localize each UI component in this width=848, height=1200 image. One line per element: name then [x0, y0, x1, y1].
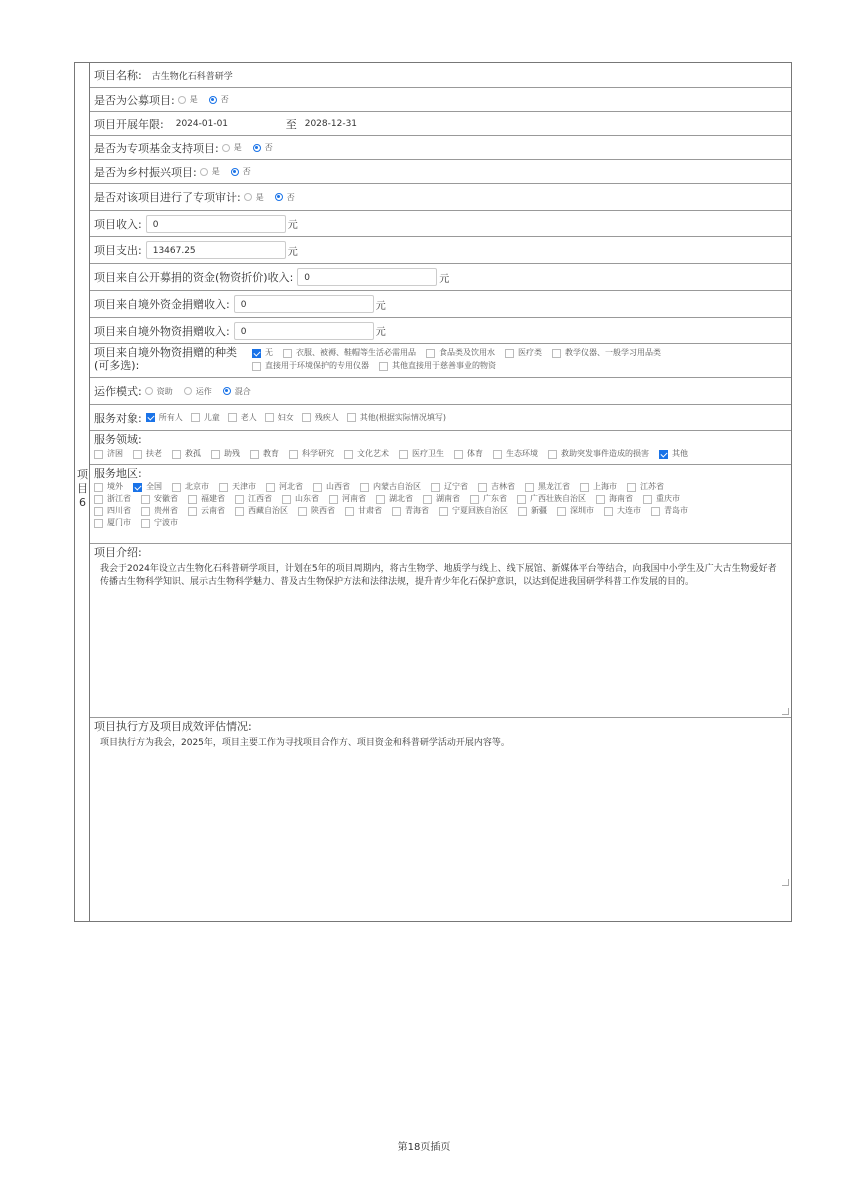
- checkbox-icon: [345, 507, 354, 516]
- option-text: 福建省: [201, 494, 225, 503]
- checkbox-icon: [172, 450, 181, 459]
- side-label-text: 项目6: [77, 468, 88, 509]
- target-option[interactable]: [265, 412, 294, 423]
- rural-label: 是否为乡村振兴项目:: [94, 165, 197, 179]
- form-rows: [90, 63, 791, 888]
- execution-label: 项目执行方及项目成效评估情况:: [94, 720, 252, 733]
- checkbox-icon: [392, 507, 401, 516]
- checkbox-icon: [552, 349, 561, 358]
- option-text: 残疾人: [314, 413, 339, 422]
- checkbox-icon: [360, 483, 369, 492]
- option-text: 山东省: [295, 494, 319, 503]
- field-option[interactable]: [548, 449, 649, 459]
- checkbox-icon: [651, 507, 660, 516]
- region-option[interactable]: [329, 494, 366, 504]
- checkbox-icon: [604, 507, 613, 516]
- region-option[interactable]: [439, 506, 508, 516]
- checkbox-icon: [94, 507, 103, 516]
- checkbox-icon: [431, 483, 440, 492]
- option-text: 北京市: [185, 482, 209, 491]
- goods-type-option[interactable]: [252, 348, 273, 358]
- option-text: 全国: [146, 482, 162, 491]
- option-text: 河南省: [342, 494, 366, 503]
- mode-option[interactable]: [142, 386, 173, 397]
- rural-no[interactable]: [228, 166, 251, 177]
- row-project-name: [90, 63, 791, 88]
- checkbox-icon: [219, 483, 228, 492]
- checkbox-icon: [525, 483, 534, 492]
- region-option[interactable]: [94, 482, 123, 492]
- special-fund-label: 是否为专项基金支持项目:: [94, 141, 219, 155]
- row-special-fund: [90, 136, 791, 160]
- public-fundraising-label: 是否为公募项目:: [94, 93, 175, 107]
- checkbox-icon: [329, 495, 338, 504]
- field-option[interactable]: [493, 449, 538, 459]
- rural-yes[interactable]: [197, 166, 220, 177]
- option-text: 是: [255, 192, 264, 202]
- option-text: 宁夏回族自治区: [452, 506, 508, 515]
- checkbox-icon: [347, 413, 356, 422]
- option-text: 老人: [240, 413, 257, 422]
- goods-type-option[interactable]: [505, 348, 542, 358]
- option-text: 四川省: [107, 506, 131, 515]
- row-fields: [90, 431, 791, 465]
- region-option[interactable]: [518, 506, 547, 516]
- region-option[interactable]: [266, 482, 303, 492]
- foreign-fund-input[interactable]: 0: [234, 295, 374, 313]
- fields-label: 服务领域:: [94, 433, 142, 446]
- option-text: 青海省: [405, 506, 429, 515]
- checkbox-icon: [141, 495, 150, 504]
- resize-handle-icon[interactable]: [782, 879, 789, 886]
- option-text: 是: [211, 167, 220, 176]
- checkbox-icon: [298, 507, 307, 516]
- option-text: 无: [265, 348, 273, 357]
- checkbox-icon: [250, 450, 259, 459]
- checkbox-icon: [94, 519, 103, 528]
- audit-no[interactable]: [272, 192, 295, 203]
- foreign-goods-input[interactable]: 0: [234, 322, 374, 340]
- region-option[interactable]: [94, 518, 131, 528]
- regions-label: 服务地区:: [94, 467, 142, 480]
- region-option[interactable]: [604, 506, 641, 516]
- checkbox-icon: [470, 495, 479, 504]
- field-option[interactable]: [289, 449, 334, 459]
- expense-label: 项目支出:: [94, 244, 142, 257]
- field-option[interactable]: [94, 449, 123, 459]
- region-option[interactable]: [470, 494, 507, 504]
- option-text: 否: [286, 192, 295, 202]
- project-name-value[interactable]: 古生物化石科普研学: [151, 71, 233, 82]
- target-option[interactable]: [228, 412, 257, 423]
- region-option[interactable]: [517, 494, 586, 504]
- goods-types-options: [252, 346, 671, 372]
- checkbox-checked-icon: [659, 450, 668, 459]
- checkbox-icon: [557, 507, 566, 516]
- region-option[interactable]: [141, 506, 178, 516]
- option-text: 贵州省: [154, 506, 178, 515]
- regions-line-4: [94, 518, 791, 529]
- checkbox-icon: [289, 450, 298, 459]
- public-fundraising-yes[interactable]: [175, 94, 198, 105]
- option-text: 医疗类: [518, 348, 542, 357]
- option-text: 其他直接用于慈善事业的物资: [392, 361, 496, 370]
- option-text: 深圳市: [570, 506, 594, 515]
- option-text: 其他(根据实际情况填写): [359, 413, 446, 422]
- mode-option[interactable]: [220, 386, 251, 397]
- checkbox-icon: [517, 495, 526, 504]
- radio-selected-icon: [209, 96, 217, 104]
- period-label: 项目开展年限:: [94, 117, 164, 131]
- region-option[interactable]: [431, 482, 468, 492]
- row-goods-types: [90, 344, 791, 378]
- option-text: 是: [189, 95, 198, 104]
- goods-types-line-1: [252, 348, 671, 359]
- option-text: 助残: [224, 449, 240, 458]
- mode-option[interactable]: [181, 386, 212, 397]
- special-fund-no[interactable]: [250, 142, 273, 153]
- option-text: 辽宁省: [444, 482, 468, 491]
- target-option[interactable]: [191, 412, 220, 423]
- row-foreign-fund: [90, 291, 791, 318]
- checkbox-icon: [426, 349, 435, 358]
- region-option[interactable]: [298, 506, 335, 516]
- checkbox-icon: [94, 450, 103, 459]
- checkbox-icon: [439, 507, 448, 516]
- goods-type-option[interactable]: [283, 348, 416, 358]
- checkbox-icon: [643, 495, 652, 504]
- region-option[interactable]: [282, 494, 319, 504]
- checkbox-icon: [188, 495, 197, 504]
- region-option[interactable]: [235, 494, 272, 504]
- row-public-fundraising: [90, 88, 791, 112]
- option-text: 黑龙江省: [538, 482, 570, 491]
- option-text: 陕西省: [311, 506, 335, 515]
- option-text: 山西省: [326, 482, 350, 491]
- goods-types-label-sub: (可多选):: [94, 359, 140, 372]
- checkbox-icon: [141, 507, 150, 516]
- goods-type-option[interactable]: [426, 348, 495, 358]
- goods-type-option[interactable]: [552, 348, 661, 358]
- option-text: 江西省: [248, 494, 272, 503]
- row-foreign-goods: [90, 318, 791, 344]
- checkbox-icon: [344, 450, 353, 459]
- side-column: [75, 63, 90, 921]
- period-end[interactable]: 2028-12-31: [304, 118, 358, 129]
- region-option[interactable]: [172, 482, 209, 492]
- checkbox-icon: [423, 495, 432, 504]
- row-mode: [90, 378, 791, 405]
- row-audit: [90, 184, 791, 211]
- radio-selected-icon: [231, 168, 239, 176]
- public-income-input[interactable]: 0: [297, 268, 437, 286]
- region-option[interactable]: [525, 482, 570, 492]
- special-fund-yes[interactable]: [219, 142, 242, 153]
- option-text: 资助: [156, 386, 173, 396]
- region-option[interactable]: [345, 506, 382, 516]
- checkbox-checked-icon: [146, 413, 155, 422]
- checkbox-checked-icon: [133, 483, 142, 492]
- region-option[interactable]: [141, 494, 178, 504]
- option-text: 海南省: [609, 494, 633, 503]
- checkbox-icon: [548, 450, 557, 459]
- region-option[interactable]: [219, 482, 256, 492]
- option-text: 科学研究: [302, 449, 334, 458]
- checkbox-icon: [376, 495, 385, 504]
- checkbox-icon: [379, 362, 388, 371]
- checkbox-icon: [188, 507, 197, 516]
- checkbox-icon: [133, 450, 142, 459]
- option-text: 济困: [107, 449, 123, 458]
- mode-label: 运作模式:: [94, 385, 142, 398]
- public-fundraising-no[interactable]: [206, 94, 229, 105]
- option-text: 青岛市: [664, 506, 688, 515]
- target-option[interactable]: [347, 412, 446, 423]
- option-text: 救助突发事件造成的损害: [561, 449, 649, 458]
- radio-icon: [200, 168, 208, 176]
- row-execution: [90, 718, 791, 888]
- radio-selected-icon: [275, 193, 283, 201]
- period-to: 至: [285, 117, 297, 131]
- intro-label: 项目介绍:: [94, 546, 142, 559]
- public-income-unit: 元: [439, 273, 450, 285]
- option-text: 新疆: [531, 506, 547, 515]
- intro-text[interactable]: 我会于2024年设立古生物化石科普研学项目，计划在5年的项目周期内，将古生物学、地质学与线上、线下展馆、新媒体平台等结合，向我国中小学生及广大古生物爱好者传播古生物科学知识、展示古生物科学魅力、普及古生物保护方法和法律法规，提升青少年化石保护意识，以达到促进我国研学科普工作发展的目的。: [100, 564, 777, 587]
- goods-type-option[interactable]: [252, 361, 369, 371]
- checkbox-icon: [518, 507, 527, 516]
- region-option[interactable]: [651, 506, 688, 516]
- option-text: 其他: [672, 449, 688, 458]
- region-option[interactable]: [557, 506, 594, 516]
- fields-options: [94, 449, 791, 460]
- row-rural: [90, 160, 791, 184]
- row-public-income: [90, 264, 791, 291]
- option-text: 安徽省: [154, 494, 178, 503]
- option-text: 浙江省: [107, 494, 131, 503]
- checkbox-icon: [313, 483, 322, 492]
- option-text: 生态环境: [506, 449, 538, 458]
- checkbox-icon: [265, 413, 274, 422]
- checkbox-icon: [94, 495, 103, 504]
- income-input[interactable]: 0: [146, 215, 286, 233]
- option-text: 否: [242, 167, 251, 176]
- region-option[interactable]: [188, 494, 225, 504]
- region-option[interactable]: [313, 482, 350, 492]
- regions-line-1: [94, 482, 791, 493]
- radio-selected-icon: [253, 144, 261, 152]
- row-income: [90, 211, 791, 237]
- option-text: 湖南省: [436, 494, 460, 503]
- checkbox-icon: [596, 495, 605, 504]
- checkbox-icon: [94, 483, 103, 492]
- option-text: 直接用于环境保护的专用仪器: [265, 361, 369, 370]
- checkbox-icon: [252, 362, 261, 371]
- option-text: 甘肃省: [358, 506, 382, 515]
- option-text: 河北省: [279, 482, 303, 491]
- radio-icon: [222, 144, 230, 152]
- checkbox-checked-icon: [252, 349, 261, 358]
- option-text: 否: [264, 143, 273, 152]
- option-text: 广西壮族自治区: [530, 494, 586, 503]
- goods-types-line-2: [252, 361, 671, 372]
- checkbox-icon: [454, 450, 463, 459]
- expense-unit: 元: [287, 246, 298, 258]
- region-option[interactable]: [94, 506, 131, 516]
- income-label: 项目收入:: [94, 217, 142, 231]
- option-text: 儿童: [203, 413, 220, 422]
- project-name-label: 项目名称:: [94, 69, 142, 82]
- checkbox-icon: [235, 495, 244, 504]
- public-income-label: 项目来自公开募捐的资金(物资折价)收入:: [94, 271, 294, 284]
- option-text: 救孤: [185, 449, 201, 458]
- period-start[interactable]: 2024-01-01: [175, 118, 229, 129]
- option-text: 否: [220, 95, 229, 104]
- option-text: 教学仪器、一般学习用品类: [565, 348, 661, 357]
- option-text: 湖北省: [389, 494, 413, 503]
- region-option[interactable]: [478, 482, 515, 492]
- goods-types-label: 项目来自境外物资捐赠的种类: [94, 346, 237, 359]
- option-text: 运作: [195, 386, 212, 396]
- income-unit: 元: [287, 220, 298, 231]
- region-option[interactable]: [596, 494, 633, 504]
- regions-line-3: [94, 506, 791, 517]
- region-option[interactable]: [133, 482, 162, 492]
- field-option[interactable]: [211, 449, 240, 459]
- option-text: 大连市: [617, 506, 641, 515]
- region-option[interactable]: [580, 482, 617, 492]
- radio-selected-icon: [223, 387, 231, 395]
- region-option[interactable]: [643, 494, 680, 504]
- checkbox-icon: [478, 483, 487, 492]
- page-footer: 第18页插页: [397, 1142, 451, 1153]
- checkbox-icon: [235, 507, 244, 516]
- option-text: 广东省: [483, 494, 507, 503]
- region-option[interactable]: [235, 506, 288, 516]
- field-option[interactable]: [454, 449, 483, 459]
- region-option[interactable]: [376, 494, 413, 504]
- project-form: [74, 62, 792, 922]
- checkbox-icon: [172, 483, 181, 492]
- goods-types-label-block: [94, 346, 252, 372]
- row-intro: [90, 544, 791, 718]
- expense-input[interactable]: 13467.25: [146, 241, 286, 259]
- checkbox-icon: [228, 413, 237, 422]
- option-text: 体育: [467, 449, 483, 458]
- checkbox-icon: [399, 450, 408, 459]
- foreign-goods-unit: 元: [375, 327, 386, 338]
- checkbox-icon: [141, 519, 150, 528]
- option-text: 天津市: [232, 482, 256, 491]
- region-option[interactable]: [423, 494, 460, 504]
- option-text: 衣服、被褥、鞋帽等生活必需用品: [296, 348, 416, 357]
- region-option[interactable]: [94, 494, 131, 504]
- foreign-fund-label: 项目来自境外资金捐赠收入:: [94, 298, 230, 311]
- audit-label: 是否对该项目进行了专项审计:: [94, 191, 241, 204]
- option-text: 所有人: [158, 413, 183, 422]
- foreign-fund-unit: 元: [375, 300, 386, 312]
- option-text: 教育: [263, 449, 279, 458]
- region-option[interactable]: [627, 482, 664, 492]
- option-text: 混合: [234, 386, 251, 396]
- region-option[interactable]: [188, 506, 225, 516]
- resize-handle-icon[interactable]: [782, 708, 789, 715]
- checkbox-icon: [283, 349, 292, 358]
- option-text: 食品类及饮用水: [439, 348, 495, 357]
- checkbox-icon: [505, 349, 514, 358]
- option-text: 江苏省: [640, 482, 664, 491]
- field-option[interactable]: [172, 449, 201, 459]
- row-targets: [90, 405, 791, 431]
- target-option[interactable]: [302, 412, 339, 423]
- option-text: 境外: [107, 482, 123, 491]
- radio-icon: [244, 193, 252, 201]
- checkbox-icon: [302, 413, 311, 422]
- checkbox-icon: [627, 483, 636, 492]
- audit-yes[interactable]: [241, 192, 264, 203]
- row-expense: [90, 237, 791, 264]
- option-text: 吉林省: [491, 482, 515, 491]
- side-label: [75, 468, 90, 510]
- regions-line-2: [94, 494, 791, 505]
- option-text: 厦门市: [107, 518, 131, 527]
- targets-label: 服务对象:: [94, 411, 142, 425]
- row-regions: [90, 465, 791, 544]
- option-text: 内蒙古自治区: [373, 482, 421, 491]
- radio-icon: [184, 387, 192, 395]
- row-period: [90, 112, 791, 136]
- goods-type-option[interactable]: [379, 361, 496, 371]
- checkbox-icon: [211, 450, 220, 459]
- checkbox-icon: [191, 413, 200, 422]
- option-text: 扶老: [146, 449, 162, 458]
- option-text: 妇女: [277, 413, 294, 422]
- field-option[interactable]: [133, 449, 162, 459]
- option-text: 云南省: [201, 506, 225, 515]
- option-text: 是: [233, 143, 242, 152]
- option-text: 西藏自治区: [248, 506, 288, 515]
- field-option[interactable]: [250, 449, 279, 459]
- checkbox-icon: [266, 483, 275, 492]
- foreign-goods-label: 项目来自境外物资捐赠收入:: [94, 324, 230, 338]
- target-option[interactable]: [146, 412, 183, 423]
- field-option[interactable]: [344, 449, 389, 459]
- option-text: 文化艺术: [357, 449, 389, 458]
- execution-text[interactable]: 项目执行方为我会，2025年，项目主要工作为寻找项目合作方、项目资金和科普研学活动开展内容等。: [100, 738, 510, 748]
- field-option[interactable]: [659, 449, 688, 459]
- checkbox-icon: [580, 483, 589, 492]
- radio-icon: [178, 96, 186, 104]
- option-text: 重庆市: [656, 494, 680, 503]
- checkbox-icon: [493, 450, 502, 459]
- radio-icon: [145, 387, 153, 395]
- field-option[interactable]: [399, 449, 444, 459]
- option-text: 上海市: [593, 482, 617, 491]
- checkbox-icon: [282, 495, 291, 504]
- region-option[interactable]: [392, 506, 429, 516]
- option-text: 医疗卫生: [412, 449, 444, 458]
- option-text: 宁波市: [154, 518, 178, 527]
- region-option[interactable]: [360, 482, 421, 492]
- region-option[interactable]: [141, 518, 178, 528]
